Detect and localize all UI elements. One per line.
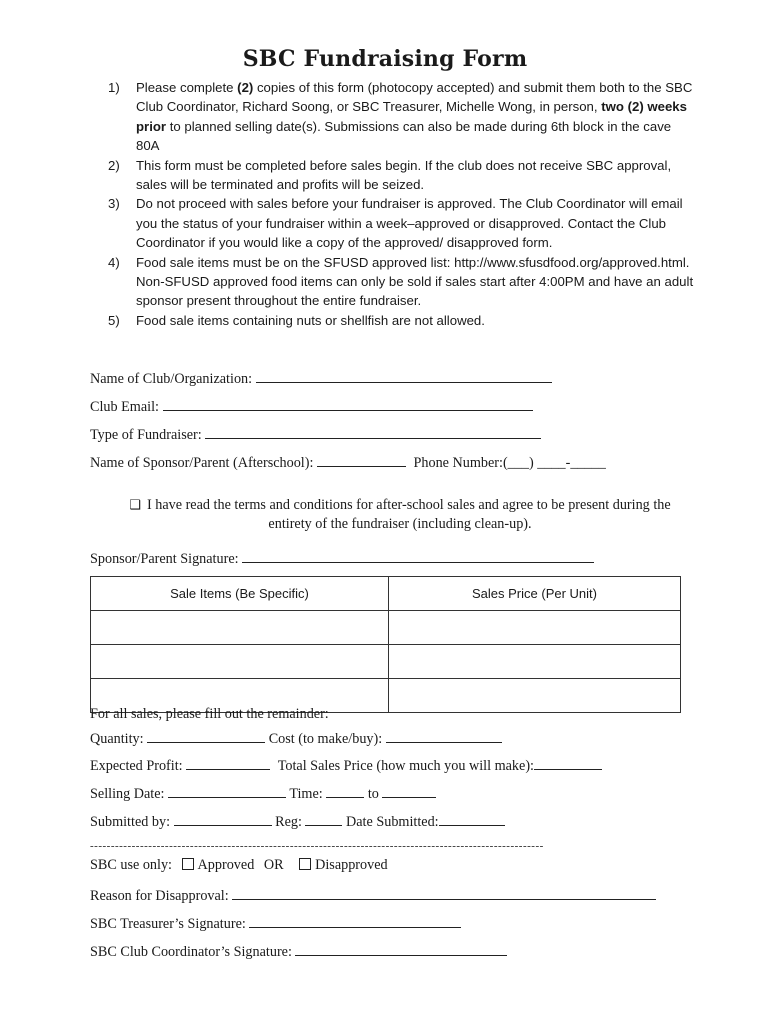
- instruction-text: [136, 311, 698, 330]
- sbc-use-only-label: SBC use only:: [90, 857, 172, 873]
- time-label: Time:: [289, 786, 323, 802]
- sale-price-cell[interactable]: [389, 611, 681, 645]
- instruction-text: [136, 253, 698, 311]
- club-email-field: [90, 396, 533, 416]
- sale-item-cell[interactable]: [91, 611, 389, 645]
- cost-input-line[interactable]: [386, 728, 502, 743]
- instruction-number: 4): [108, 254, 120, 270]
- fundraiser-type-label: Type of Fundraiser:: [90, 427, 202, 443]
- instruction-segment: copies of this form (photocopy accepted) and submit them both to the SBC Club Coordinator, Richard Soong, or SBC Treasurer, Michelle Wong, in person,: [136, 80, 693, 115]
- date-submitted-label: Date Submitted:: [346, 814, 439, 830]
- time-to-label: to: [367, 786, 379, 802]
- disapproval-reason-field: [90, 885, 656, 905]
- sale-items-table: [90, 576, 681, 713]
- treasurer-signature-label: SBC Treasurer’s Signature:: [90, 916, 246, 932]
- sales-price-header: Sales Price (Per Unit): [389, 577, 681, 611]
- sbc-use-only-field: [90, 857, 388, 874]
- instruction-segment: This form must be completed before sales begin. If the club does not receive SBC approval, sales will be terminated and profits will be seized.: [136, 157, 672, 193]
- total-sales-input-line[interactable]: [534, 755, 602, 770]
- instruction-item: [108, 156, 698, 195]
- treasurer-signature-input-line[interactable]: [249, 913, 461, 928]
- quantity-cost-field: [90, 728, 502, 748]
- club-name-input-line[interactable]: [256, 368, 552, 383]
- instruction-text: [136, 78, 698, 156]
- instruction-item: [108, 311, 698, 330]
- instruction-segment: to planned selling date(s). Submissions can also be made during 6th block in the cave 80A: [136, 118, 672, 154]
- fundraiser-type-field: [90, 424, 541, 444]
- instructions-list: [108, 78, 698, 330]
- submitted-by-input-line[interactable]: [174, 811, 272, 826]
- phone-label: Phone Number:: [413, 455, 503, 471]
- date-submitted-input-line[interactable]: [439, 811, 505, 826]
- approved-checkbox[interactable]: [182, 858, 194, 870]
- instruction-text: [136, 156, 698, 195]
- section-divider: -------------------------------------------------------------------------------------------------------------: [90, 840, 544, 852]
- approved-label: Approved: [197, 857, 255, 873]
- club-name-field: [90, 368, 552, 388]
- reg-label: Reg:: [275, 814, 302, 830]
- sale-price-cell[interactable]: [389, 679, 681, 713]
- instruction-emphasis: (2): [237, 80, 254, 95]
- expected-profit-label: Expected Profit:: [90, 758, 183, 774]
- phone-format[interactable]: (___) ____-_____: [502, 455, 606, 471]
- sponsor-signature-input-line[interactable]: [242, 548, 594, 563]
- form-title: SBC Fundraising Form: [242, 46, 528, 72]
- sponsor-name-input-line[interactable]: [317, 452, 406, 467]
- instruction-emphasis: two (2) weeks prior: [136, 99, 687, 134]
- instruction-number: 2): [108, 157, 120, 173]
- sponsor-phone-field: [90, 452, 606, 472]
- submission-field: [90, 811, 505, 831]
- sponsor-name-label: Name of Sponsor/Parent (Afterschool):: [90, 455, 314, 471]
- sale-items-header: Sale Items (Be Specific): [91, 577, 389, 611]
- coordinator-signature-label: SBC Club Coordinator’s Signature:: [90, 944, 292, 960]
- disapproval-reason-input-line[interactable]: [232, 885, 656, 900]
- club-email-label: Club Email:: [90, 399, 159, 415]
- instruction-item: [108, 194, 698, 252]
- coordinator-signature-input-line[interactable]: [295, 941, 507, 956]
- club-name-label: Name of Club/Organization:: [90, 371, 253, 387]
- terms-text: I have read the terms and conditions for after-school sales and agree to be present during the entirety of the fundraiser (including clean-up).: [146, 497, 671, 532]
- instruction-segment: Do not proceed with sales before your fundraiser is approved. The Club Coordinator will email you the status of your fundraiser within a week–approved or disapproved. Contact the Club Coordinator if you would like a copy of the approved/ disapproved form.: [136, 196, 683, 251]
- time-start-input-line[interactable]: [326, 783, 364, 798]
- instruction-segment: Food sale items must be on the SFUSD approved list: http://www.sfusdfood.org/approved.html. Non-SFUSD approved food items can only be sold if sales start after 4:00PM and have an adult sponsor present throughout the entire fundraiser.: [136, 254, 694, 309]
- total-sales-label: Total Sales Price (how much you will make):: [277, 758, 534, 774]
- club-email-input-line[interactable]: [163, 396, 533, 411]
- instruction-text: [136, 194, 698, 252]
- selling-date-time-field: [90, 783, 436, 803]
- sale-item-cell[interactable]: [91, 645, 389, 679]
- treasurer-signature-field: [90, 913, 461, 933]
- table-header-row: [91, 577, 681, 611]
- terms-agreement: [110, 495, 690, 534]
- quantity-label: Quantity:: [90, 731, 144, 747]
- instruction-item: [108, 253, 698, 311]
- reg-input-line[interactable]: [305, 811, 342, 826]
- sale-price-cell[interactable]: [389, 645, 681, 679]
- instruction-segment: Food sale items containing nuts or shellfish are not allowed.: [136, 312, 485, 328]
- instruction-item: [108, 78, 698, 156]
- profit-total-field: [90, 755, 602, 775]
- table-row: [91, 645, 681, 679]
- cost-label: Cost (to make/buy):: [268, 731, 383, 747]
- coordinator-signature-field: [90, 941, 507, 961]
- selling-date-input-line[interactable]: [168, 783, 286, 798]
- instruction-number: 5): [108, 312, 120, 328]
- fundraiser-type-input-line[interactable]: [205, 424, 541, 439]
- instruction-number: 3): [108, 196, 120, 212]
- disapproved-checkbox[interactable]: [299, 858, 311, 870]
- terms-checkbox-icon[interactable]: ❑: [129, 497, 141, 512]
- instruction-number: 1): [108, 80, 120, 95]
- table-row: [91, 611, 681, 645]
- sponsor-signature-field: [90, 548, 594, 568]
- time-end-input-line[interactable]: [382, 783, 436, 798]
- submitted-by-label: Submitted by:: [90, 814, 171, 830]
- selling-date-label: Selling Date:: [90, 786, 165, 802]
- remainder-intro: For all sales, please fill out the remainder:: [90, 706, 329, 722]
- disapproval-reason-label: Reason for Disapproval:: [90, 888, 229, 904]
- sponsor-signature-label: Sponsor/Parent Signature:: [90, 551, 239, 567]
- instruction-segment: Please complete: [136, 80, 238, 95]
- expected-profit-input-line[interactable]: [186, 755, 270, 770]
- disapproved-label: Disapproved: [315, 857, 388, 873]
- or-label: OR: [263, 857, 284, 873]
- quantity-input-line[interactable]: [147, 728, 265, 743]
